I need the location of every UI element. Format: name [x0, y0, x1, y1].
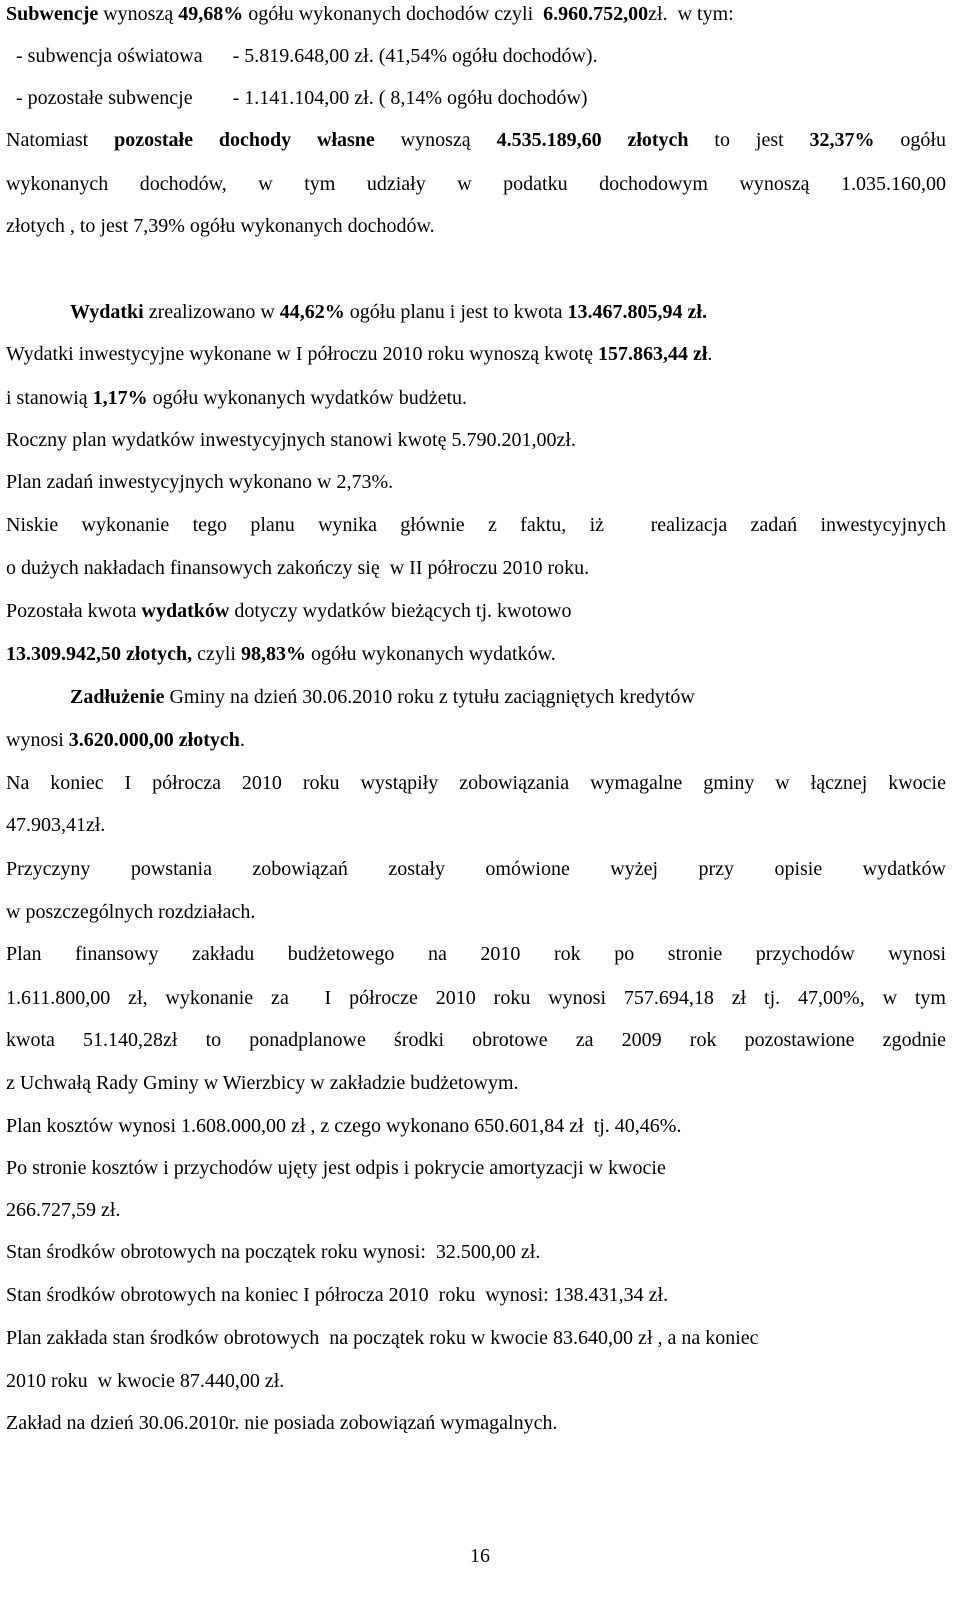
text-line-19	[6, 813, 946, 837]
text-line-29	[6, 1240, 946, 1264]
text-line-15	[6, 642, 946, 666]
bold-text-run: Subwencje	[6, 3, 99, 25]
text-line-5	[6, 172, 946, 196]
text-run: Wydatki inwestycyjne wykonane w I półroczu 2010 roku wynoszą kwotę	[6, 343, 598, 365]
text-run: ogółu	[874, 129, 946, 151]
text-line-21	[6, 900, 946, 924]
text-run: Roczny plan wydatków inwestycyjnych stanowi kwotę 5.790.201,00zł.	[6, 429, 576, 451]
text-run: .	[707, 343, 713, 365]
text-run: Niskie wykonanie tego planu wynika głównie z faktu, iż realizacja zadań inwestycyjnych	[6, 514, 946, 536]
bold-text-run: 44,62%	[279, 301, 345, 323]
text-line-2	[6, 44, 946, 68]
bold-text-run: 6.960.752,00	[543, 3, 649, 25]
text-line-33	[6, 1411, 946, 1435]
text-run: Na koniec I półrocza 2010 roku wystąpiły zobowiązania wymagalne gminy w łącznej kwocie	[6, 772, 946, 794]
text-line-24	[6, 1028, 946, 1052]
bold-text-run: Wydatki	[70, 301, 144, 323]
text-run: Plan kosztów wynosi 1.608.000,00 zł , z czego wykonano 650.601,84 zł tj. 40,46%.	[6, 1115, 682, 1137]
text-run: Przyczyny powstania zobowiązań zostały omówione wyżej przy opisie wydatków	[6, 858, 946, 880]
text-run: zł. w tym:	[648, 3, 734, 25]
text-line-6	[6, 214, 946, 238]
text-run: czyli	[192, 643, 241, 665]
text-run: Po stronie kosztów i przychodów ujęty jest odpis i pokrycie amortyzacji w kwocie	[6, 1157, 666, 1179]
text-line-22	[6, 942, 946, 966]
text-line-1	[6, 2, 946, 26]
text-run: zrealizowano w	[143, 301, 280, 323]
text-line-13	[6, 556, 946, 580]
text-line-28	[6, 1198, 946, 1222]
text-run: 1.611.800,00 zł, wykonanie za I półrocze 2010 roku wynosi 757.694,18 zł tj. 47,00%, w tym	[6, 987, 946, 1009]
page-number: 16	[470, 1545, 490, 1567]
text-run: Stan środków obrotowych na początek roku wynosi: 32.500,00 zł.	[6, 1241, 541, 1263]
text-run: ogółu planu i jest to kwota	[344, 301, 568, 323]
bold-text-run: Zadłużenie	[70, 686, 165, 708]
text-line-14	[6, 599, 946, 623]
bold-text-run: wydatków	[141, 600, 230, 622]
bold-text-run: pozostałe dochody własne	[114, 129, 375, 151]
text-run: wynoszą	[374, 129, 497, 151]
text-run: wykonanych dochodów, w tym udziały w podatku dochodowym wynoszą 1.035.160,00	[6, 173, 946, 195]
text-line-10	[6, 428, 946, 452]
text-run: Plan zakłada stan środków obrotowych na początek roku w kwocie 83.640,00 zł , a na koniec	[6, 1327, 759, 1349]
text-line-27	[6, 1156, 946, 1180]
text-run: ogółu wykonanych wydatków budżetu.	[147, 387, 468, 409]
bold-text-run: 49,68%	[178, 3, 244, 25]
bold-text-run: 13.467.805,94 zł.	[567, 301, 707, 323]
bold-text-run: 32,37%	[809, 129, 875, 151]
text-line-12	[6, 513, 946, 537]
text-line-8	[6, 342, 946, 366]
text-line-30	[6, 1283, 946, 1307]
text-line-17	[6, 728, 946, 752]
text-line-16	[70, 685, 946, 709]
bold-text-run: 98,83%	[240, 643, 306, 665]
text-run: wynosi	[6, 729, 69, 751]
text-run: Plan finansowy zakładu budżetowego na 2010 rok po stronie przychodów wynosi	[6, 943, 946, 965]
text-line-4	[6, 128, 946, 152]
text-line-31	[6, 1326, 946, 1350]
text-run: Pozostała kwota	[6, 600, 142, 622]
bold-text-run: 1,17%	[92, 387, 148, 409]
text-run: 266.727,59 zł.	[6, 1199, 121, 1221]
text-line-3	[6, 86, 946, 110]
text-line-20	[6, 857, 946, 881]
text-run: Natomiast	[6, 129, 115, 151]
bold-text-run: 13.309.942,50 złotych,	[6, 643, 193, 665]
text-run: 2010 roku w kwocie 87.440,00 zł.	[6, 1370, 285, 1392]
text-run: 47.903,41zł.	[6, 814, 106, 836]
text-run: - pozostałe subwencje - 1.141.104,00 zł. ( 8,14% ogółu dochodów)	[6, 87, 588, 109]
text-line-11	[6, 470, 946, 494]
text-run: ogółu wykonanych dochodów czyli	[243, 3, 544, 25]
text-line-23	[6, 986, 946, 1010]
text-run: w poszczególnych rozdziałach.	[6, 901, 256, 923]
text-line-18	[6, 771, 946, 795]
text-run: Plan zadań inwestycyjnych wykonano w 2,73%.	[6, 471, 394, 493]
text-line-26	[6, 1114, 946, 1138]
text-run: wynoszą	[98, 3, 179, 25]
text-run: Gminy na dzień 30.06.2010 roku z tytułu zaciągniętych kredytów	[164, 686, 695, 708]
text-run: i stanowią	[6, 387, 93, 409]
text-run: Stan środków obrotowych na koniec I półrocza 2010 roku wynosi: 138.431,34 zł.	[6, 1284, 669, 1306]
text-line-9	[6, 386, 946, 410]
text-run: ogółu wykonanych wydatków.	[305, 643, 556, 665]
text-run: to jest	[688, 129, 810, 151]
text-run: kwota 51.140,28zł to ponadplanowe środki obrotowe za 2009 rok pozostawione zgodnie	[6, 1029, 946, 1051]
text-run: .	[239, 729, 245, 751]
text-run: - subwencja oświatowa - 5.819.648,00 zł. (41,54% ogółu dochodów).	[6, 45, 598, 67]
bold-text-run: 4.535.189,60 złotych	[496, 129, 689, 151]
text-run: z Uchwałą Rady Gminy w Wierzbicy w zakładzie budżetowym.	[6, 1072, 519, 1094]
bold-text-run: 157.863,44 zł	[597, 343, 708, 365]
bold-text-run: 3.620.000,00 złotych	[68, 729, 240, 751]
text-line-32	[6, 1369, 946, 1393]
text-run: o dużych nakładach finansowych zakończy się w II półroczu 2010 roku.	[6, 557, 590, 579]
text-run: dotyczy wydatków bieżących tj. kwotowo	[229, 600, 572, 622]
text-line-25	[6, 1071, 946, 1095]
text-line-7	[70, 300, 946, 324]
text-run: złotych , to jest 7,39% ogółu wykonanych dochodów.	[6, 215, 435, 237]
text-run: Zakład na dzień 30.06.2010r. nie posiada zobowiązań wymagalnych.	[6, 1412, 558, 1434]
